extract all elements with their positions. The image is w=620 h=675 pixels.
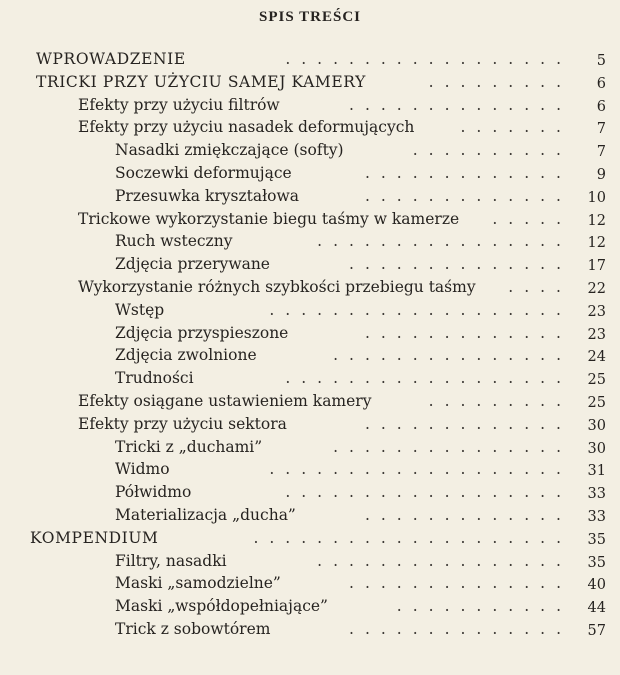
dot-leader: ............. bbox=[364, 414, 572, 433]
toc-entry-page-number: 40 bbox=[587, 577, 606, 594]
toc-entry-title: Trudności bbox=[115, 369, 194, 388]
toc-entry bbox=[0, 162, 620, 185]
toc-entry-page-number: 7 bbox=[596, 121, 606, 138]
toc-entry-page-number: 30 bbox=[587, 440, 606, 457]
dot-leader: .................. bbox=[285, 50, 572, 68]
dot-leader: ................ bbox=[317, 232, 572, 251]
toc-entry bbox=[0, 344, 620, 367]
toc-entry-page-number: 57 bbox=[587, 622, 606, 639]
toc-entry bbox=[0, 367, 620, 390]
toc-entry bbox=[0, 94, 620, 117]
toc-entry-page-number: 6 bbox=[596, 75, 606, 92]
toc-entry-title: Widmo bbox=[115, 460, 170, 479]
toc-entry-title: Filtry, nasadki bbox=[115, 551, 227, 570]
toc-entry bbox=[0, 322, 620, 345]
dot-leader: ....... bbox=[460, 118, 572, 137]
toc-entry bbox=[0, 139, 620, 162]
toc-entry-title: Efekty przy użyciu nasadek deformujących bbox=[78, 118, 415, 137]
toc-entry bbox=[0, 276, 620, 299]
toc-entry-title: Efekty przy użyciu filtrów bbox=[78, 95, 280, 114]
toc-entry bbox=[0, 413, 620, 436]
toc-entry-page-number: 33 bbox=[587, 508, 606, 525]
toc-entry-title: Ruch wsteczny bbox=[115, 232, 233, 251]
toc-entry-title: Zdjęcia zwolnione bbox=[115, 346, 257, 365]
toc-entry-title: KOMPENDIUM bbox=[30, 528, 159, 547]
toc-entry-page-number: 17 bbox=[587, 258, 606, 275]
toc-entry bbox=[0, 550, 620, 573]
toc-entry bbox=[0, 504, 620, 527]
toc-entry bbox=[0, 48, 620, 71]
toc-entry-page-number: 23 bbox=[587, 326, 606, 343]
toc-entry-page-number: 31 bbox=[587, 463, 606, 480]
toc-entry-page-number: 30 bbox=[587, 417, 606, 434]
dot-leader: ........... bbox=[396, 597, 572, 616]
toc-entry bbox=[0, 618, 620, 641]
dot-leader: ............... bbox=[333, 437, 572, 456]
dot-leader: ................... bbox=[269, 300, 572, 319]
toc-entry-title: Zdjęcia przerywane bbox=[115, 255, 270, 274]
dot-leader: ............. bbox=[364, 163, 572, 182]
toc-entry-title: Materializacja „ducha” bbox=[115, 505, 296, 524]
toc-entry bbox=[0, 458, 620, 481]
toc-entry-page-number: 44 bbox=[587, 600, 606, 617]
dot-leader: .............. bbox=[349, 619, 572, 638]
toc-entry-title: Nasadki zmiękczające (softy) bbox=[115, 141, 344, 160]
toc-entry bbox=[0, 71, 620, 94]
toc-entry bbox=[0, 481, 620, 504]
toc-entry-page-number: 5 bbox=[596, 53, 606, 69]
toc-entry-page-number: 12 bbox=[587, 212, 606, 229]
toc-entry bbox=[0, 116, 620, 139]
dot-leader: ................... bbox=[269, 460, 572, 479]
dot-leader: ............. bbox=[364, 323, 572, 342]
toc-entry-page-number: 23 bbox=[587, 303, 606, 320]
toc-entry-title: Tricki z „duchami” bbox=[115, 437, 263, 456]
toc-entry-title: Efekty przy użyciu sektora bbox=[78, 414, 287, 433]
toc-entry-page-number: 9 bbox=[596, 166, 606, 183]
dot-leader: .............. bbox=[349, 574, 572, 593]
toc-entry bbox=[0, 595, 620, 618]
toc-entry-title: TRICKI PRZY UŻYCIU SAMEJ KAMERY bbox=[36, 72, 366, 91]
toc-entry-title: Zdjęcia przyspieszone bbox=[115, 323, 289, 342]
toc-entry-page-number: 7 bbox=[596, 144, 606, 161]
toc-entry-title: Trick z sobowtórem bbox=[115, 619, 271, 638]
toc-entry-page-number: 12 bbox=[587, 235, 606, 252]
table-of-contents bbox=[0, 48, 620, 641]
toc-entry-page-number: 35 bbox=[587, 554, 606, 571]
toc-entry bbox=[0, 436, 620, 459]
dot-leader: ............... bbox=[333, 346, 572, 365]
page-title: SPIS TREŚCI bbox=[258, 9, 362, 25]
toc-entry bbox=[0, 572, 620, 595]
toc-entry bbox=[0, 390, 620, 413]
toc-entry-page-number: 10 bbox=[587, 189, 606, 206]
dot-leader: ............. bbox=[364, 186, 572, 205]
toc-entry bbox=[0, 299, 620, 322]
toc-entry-page-number: 25 bbox=[587, 394, 606, 411]
dot-leader: ......... bbox=[428, 391, 572, 410]
dot-leader: .................. bbox=[285, 483, 572, 502]
toc-entry bbox=[0, 208, 620, 231]
dot-leader: .............. bbox=[349, 255, 572, 274]
toc-entry-title: Trickowe wykorzystanie biegu taśmy w kamerze bbox=[78, 209, 460, 228]
dot-leader: .......... bbox=[412, 141, 572, 160]
toc-entry-page-number: 25 bbox=[587, 372, 606, 389]
toc-entry-title: WPROWADZENIE bbox=[36, 50, 186, 68]
dot-leader: .................... bbox=[253, 528, 572, 547]
dot-leader: ................ bbox=[317, 551, 572, 570]
dot-leader: ......... bbox=[428, 72, 572, 91]
toc-entry bbox=[0, 230, 620, 253]
toc-entry bbox=[0, 185, 620, 208]
toc-entry bbox=[0, 527, 620, 550]
toc-entry-title: Maski „samodzielne” bbox=[115, 574, 281, 593]
toc-entry-title: Maski „współdopełniające” bbox=[115, 597, 328, 616]
toc-entry-page-number: 24 bbox=[587, 349, 606, 366]
toc-entry-page-number: 33 bbox=[587, 486, 606, 503]
toc-entry-title: Półwidmo bbox=[115, 483, 192, 502]
toc-entry-title: Przesuwka kryształowa bbox=[115, 186, 299, 205]
toc-entry-page-number: 35 bbox=[587, 531, 606, 548]
dot-leader: ..... bbox=[492, 209, 572, 228]
toc-entry-page-number: 6 bbox=[596, 98, 606, 115]
toc-entry-title: Efekty osiągane ustawieniem kamery bbox=[78, 391, 372, 410]
dot-leader: .................. bbox=[285, 369, 572, 388]
dot-leader: .... bbox=[508, 277, 572, 296]
toc-entry-title: Wstęp bbox=[115, 300, 165, 319]
toc-entry bbox=[0, 253, 620, 276]
toc-entry-title: Soczewki deformujące bbox=[115, 163, 292, 182]
toc-entry-page-number: 22 bbox=[587, 280, 606, 297]
dot-leader: .............. bbox=[349, 95, 572, 114]
toc-entry-title: Wykorzystanie różnych szybkości przebiegu taśmy bbox=[78, 277, 476, 296]
dot-leader: ............. bbox=[364, 505, 572, 524]
